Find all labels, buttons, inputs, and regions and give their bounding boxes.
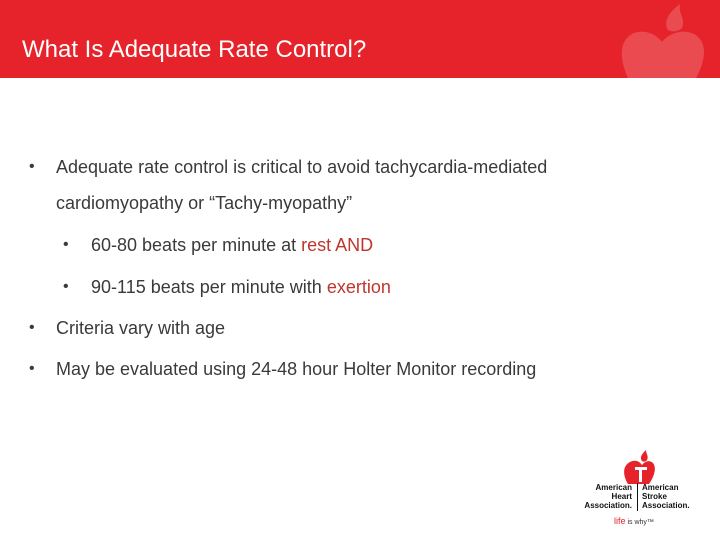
heart-torch-logo-icon xyxy=(622,450,656,484)
brand-name-stroke xyxy=(642,483,702,510)
bullet-marker: • xyxy=(63,236,69,253)
brand-logo xyxy=(576,450,706,530)
sub-bullet-prefix: 90-115 beats per minute with xyxy=(91,277,327,297)
tagline-main: life xyxy=(614,516,626,526)
brand-name-heart xyxy=(576,483,632,510)
bullet-text: Adequate rate control is critical to avoid tachycardia-mediated xyxy=(56,157,548,177)
bullet-marker: • xyxy=(29,360,35,377)
bullet-text: May be evaluated using 24-48 hour Holter Monitor recording xyxy=(56,359,537,379)
highlight-word: rest xyxy=(301,235,332,255)
bullet-text-continuation: cardiomyopathy or “Tachy-myopathy” xyxy=(56,193,353,213)
brand-line: American xyxy=(642,483,679,492)
brand-line: Stroke xyxy=(642,492,667,501)
bullet-text: Criteria vary with age xyxy=(56,318,226,338)
bullet-marker: • xyxy=(63,278,69,295)
tagline-trademark: ™ xyxy=(646,519,654,526)
brand-line: American xyxy=(595,483,632,492)
highlight-suffix: AND xyxy=(331,235,374,255)
bullet-marker: • xyxy=(29,319,35,336)
sub-bullet-text xyxy=(91,234,373,256)
highlight-word: exertion xyxy=(326,277,391,297)
page-title: What Is Adequate Rate Control? xyxy=(22,36,367,63)
brand-line: Heart xyxy=(611,492,632,501)
sub-bullet-prefix: 60-80 beats per minute at xyxy=(91,235,302,255)
sub-bullet-text xyxy=(91,276,391,298)
brand-divider xyxy=(637,483,638,511)
brand-line: Association. xyxy=(642,501,690,510)
bullet-marker: • xyxy=(29,158,35,175)
tagline-rest: is why xyxy=(625,519,647,526)
tagline xyxy=(614,516,654,526)
brand-line: Association. xyxy=(584,501,632,510)
